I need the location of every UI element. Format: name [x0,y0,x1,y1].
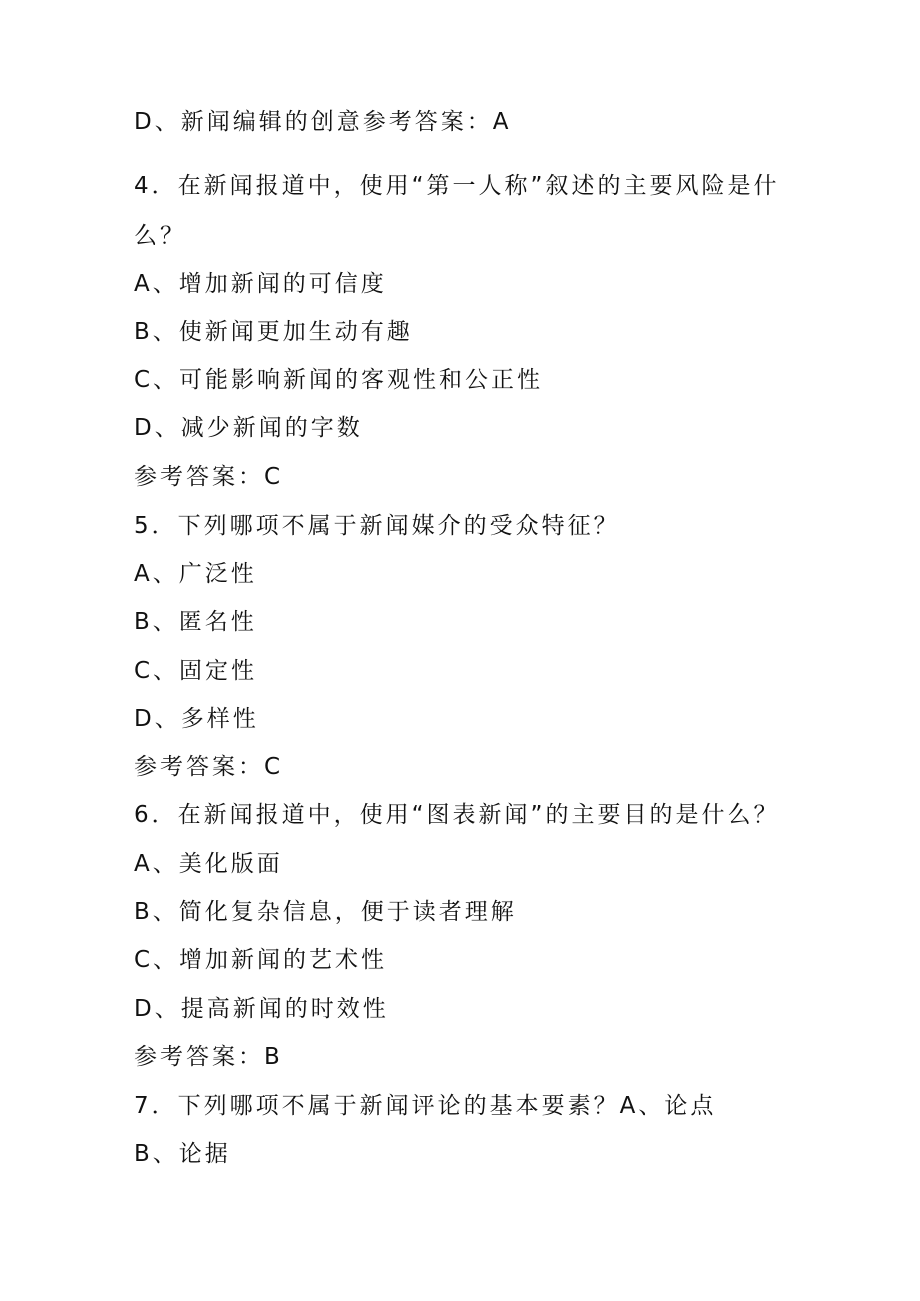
q6-option-a: A、美化版面 [134,851,283,877]
q6-option-c: C、增加新闻的艺术性 [134,947,388,973]
q4-option-b: B、使新闻更加生动有趣 [134,319,413,345]
q5-option-c: C、固定性 [134,658,258,684]
q6-answer: 参考答案：B [134,1044,283,1070]
q5-question: 5．下列哪项不属于新闻媒介的受众特征？ [134,513,620,539]
q4-question-continued: 么？ [134,223,186,249]
q6-option-b: B、简化复杂信息，便于读者理解 [134,899,517,925]
q4-option-d: D、减少新闻的字数 [134,415,363,441]
q5-option-a: A、广泛性 [134,561,257,587]
q4-option-a: A、增加新闻的可信度 [134,271,387,297]
q6-question: 6．在新闻报道中，使用“图表新闻”的主要目的是什么？ [134,802,780,828]
q5-option-d: D、多样性 [134,706,259,732]
q4-option-c: C、可能影响新闻的客观性和公正性 [134,367,544,393]
q6-option-d: D、提高新闻的时效性 [134,996,389,1022]
q3-option-d-with-answer: D、新闻编辑的创意参考答案：A [134,109,512,135]
q4-question: 4．在新闻报道中，使用“第一人称”叙述的主要风险是什 [134,173,780,199]
q4-answer: 参考答案：C [134,464,284,490]
q7-option-b: B、论据 [134,1141,231,1167]
q5-answer: 参考答案：C [134,754,284,780]
q5-option-b: B、匿名性 [134,609,257,635]
q7-question-with-option-a: 7．下列哪项不属于新闻评论的基本要素？A、论点 [134,1093,717,1119]
